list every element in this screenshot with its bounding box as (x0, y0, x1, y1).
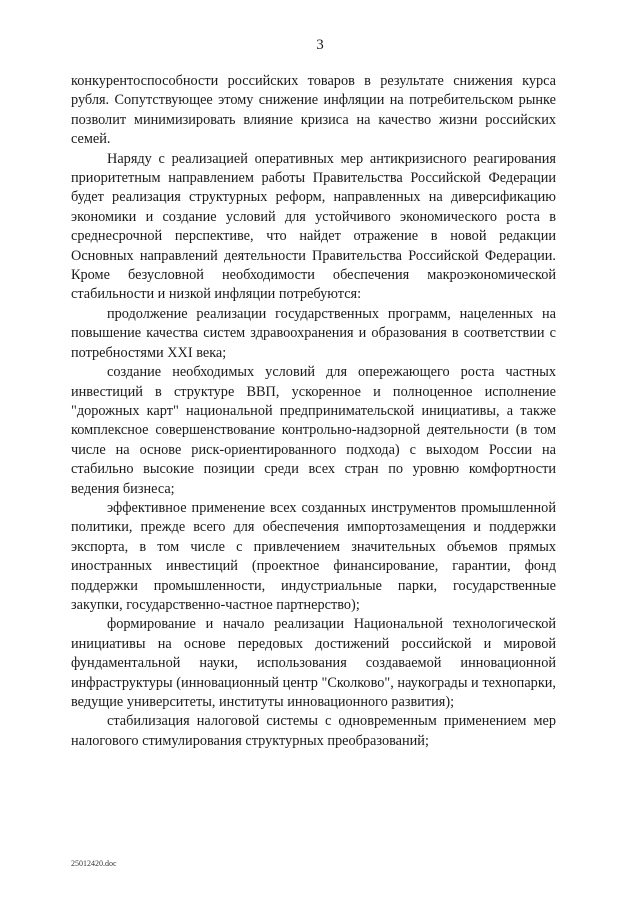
page-number: 3 (316, 37, 324, 53)
paragraph-state-programs: продолжение реализации государственных программ, нацеленных на повышение качества систем здравоохранения и образования в соответствии с потребностями XXI века; (71, 305, 556, 361)
paragraph-structural-reforms: Наряду с реализацией оперативных мер антикризисного реагирования приоритетным направлением работы Правительства Российской Федерации будет реализация структурных реформ, направленных на диверсификацию экономики и создание условий для устойчивого экономического роста в среднесрочной перспективе, что найдет отражение в новой редакции Основных направлений деятельности Правительства Российской Федерации. Кроме безусловной необходимости обеспечения макроэкономической стабильности и низкой инфляции потребуются: (71, 150, 556, 303)
document-footer: 25012420.doc (71, 859, 117, 868)
paragraph-private-investment: создание необходимых условий для опережающего роста частных инвестиций в структуре ВВП, ускоренное и полноценное исполнение "дорожных карт" национальной предпринимательской инициативы, а также комплексное совершенствование контрольно-надзорной деятельности (в том числе на основе риск-ориентированного подхода) с выходом России на стабильно высокие позиции среди всех стран по уровню комфортности ведения бизнеса; (71, 364, 556, 497)
document-body (71, 72, 556, 751)
paragraph-tax-system: стабилизация налоговой системы с одновременным применением мер налогового стимулирования структурных преобразований; (71, 713, 556, 749)
paragraph-continuation: конкурентоспособности российских товаров в результате снижения курса рубля. Сопутствующее этому снижение инфляции на потребительском рынке позволит минимизировать влияние кризиса на качество жизни российских семей. (71, 73, 556, 148)
paragraph-industrial-policy: эффективное применение всех созданных инструментов промышленной политики, прежде всего для обеспечения импортозамещения и поддержки экспорта, в том числе с привлечением значительных объемов прямых иностранных инвестиций (проектное финансирование, гарантии, фонд поддержки промышленности, индустриальные парки, государственные закупки, государственно-частное партнерство); (71, 499, 556, 613)
paragraph-technology-initiative: формирование и начало реализации Национальной технологической инициативы на основе передовых достижений российской и мировой фундаментальной науки, использования создаваемой инновационной инфраструктуры (инновационный центр "Сколково", наукограды и технопарки, ведущие университеты, институты инновационного развития); (71, 616, 556, 710)
